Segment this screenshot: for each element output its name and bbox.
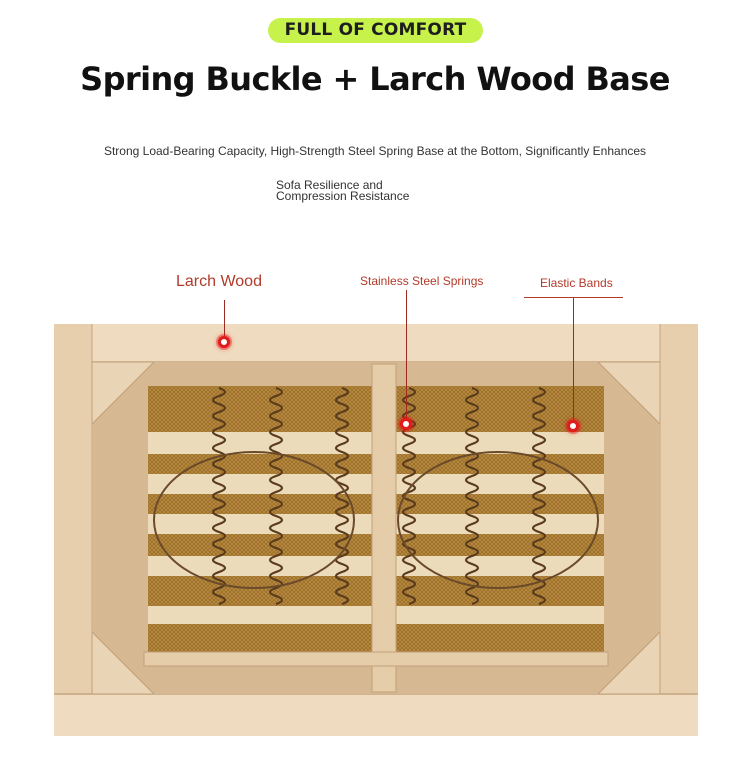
comfort-badge: FULL OF COMFORT (268, 18, 483, 43)
label-stainless-steel-springs: Stainless Steel Springs (360, 274, 484, 288)
elastic-bands-marker (567, 420, 579, 432)
elastic-leader-line (573, 298, 574, 420)
larch-leader-line (224, 300, 225, 340)
sofa-base-photo (54, 324, 698, 736)
label-elastic-bands: Elastic Bands (540, 276, 613, 290)
subtitle-line-2b: Compression Resistance (276, 189, 410, 203)
subtitle-line-2 (276, 180, 409, 202)
steel-springs-marker (400, 418, 412, 430)
label-larch-wood: Larch Wood (176, 273, 262, 290)
steel-leader-line (406, 290, 407, 420)
subtitle-line-2a: Sofa Resilience and (276, 178, 383, 192)
subtitle-line-1: Strong Load-Bearing Capacity, High-Strength Steel Spring Base at the Bottom, Significantly Enhances (103, 144, 647, 158)
page-title: Spring Buckle + Larch Wood Base (80, 60, 670, 98)
larch-wood-marker (218, 336, 230, 348)
